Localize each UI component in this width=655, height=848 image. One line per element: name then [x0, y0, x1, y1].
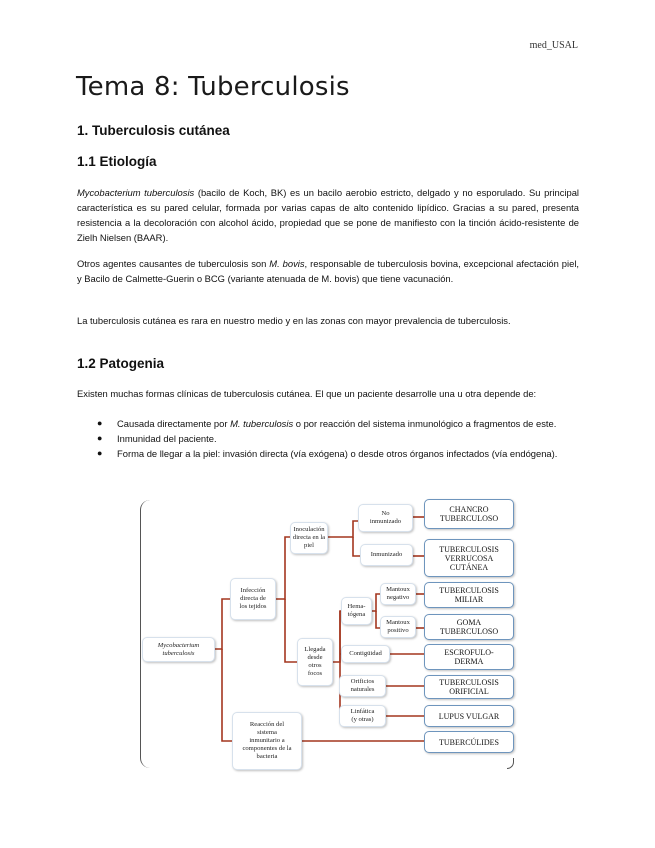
bullet-item: ● Inmunidad del paciente.: [97, 433, 217, 444]
node-mantoux-negativo: Mantoux negativo: [380, 583, 416, 605]
section-heading-1-1: 1.1 Etiología: [77, 154, 157, 169]
result-tuberculides: TUBERCÚLIDES: [424, 731, 514, 753]
node-inmunizado: Inmunizado: [360, 544, 413, 566]
node-no-inmunizado: No inmunizado: [358, 504, 413, 532]
patogenia-paragraph: Existen muchas formas clínicas de tuberculosis cutánea. El que un paciente desarrolle una u otra depende de:: [77, 388, 537, 399]
node-reaccion-inmunitaria: Reacción del sistema inmunitario a componentes de la bacteria: [232, 712, 302, 770]
node-mantoux-positivo: Mantoux positivo: [380, 616, 416, 638]
paragraph-text: Otros agentes causantes de tuberculosis son: [77, 258, 270, 269]
section-heading-1-2: 1.2 Patogenia: [77, 356, 165, 371]
result-goma-tuberculoso: GOMA TUBERCULOSO: [424, 614, 514, 640]
result-tuberculosis-miliar: TUBERCULOSIS MILIAR: [424, 582, 514, 608]
header-tag: med_USAL: [529, 40, 578, 51]
section-heading-1: 1. Tuberculosis cutánea: [77, 123, 230, 138]
node-hematogena: Hema- tógena: [341, 597, 372, 625]
italic-term: Mycobacterium tuberculosis: [77, 187, 195, 198]
result-escrofuloderma: ESCROFULO- DERMA: [424, 644, 514, 670]
bullet-item: ● Forma de llegar a la piel: invasión directa (vía exógena) o desde otros órganos infectados (vía endógena).: [97, 448, 558, 459]
node-infeccion-directa: Infección directa de los tejidos: [230, 578, 276, 620]
result-chancro-tuberculoso: CHANCRO TUBERCULOSO: [424, 499, 514, 529]
bullet-icon: ●: [97, 433, 103, 443]
result-tuberculosis-orificial: TUBERCULOSIS ORIFICIAL: [424, 675, 514, 699]
etiologia-paragraph-2: [77, 256, 579, 286]
node-contiguidad: Contigüidad: [341, 645, 390, 663]
node-linfatica: Linfática (y otras): [339, 705, 386, 727]
bullet-icon: ●: [97, 448, 103, 458]
bullet-item: ● Causada directamente por M. tuberculosis o por reacción del sistema inmunológico a fragmentos de este.: [97, 418, 557, 429]
node-orificios-naturales: Orificios naturales: [339, 675, 386, 697]
result-tuberculosis-verrucosa: TUBERCULOSIS VERRUCOSA CUTÁNEA: [424, 539, 514, 577]
node-root-mycobacterium: Mycobacterium tuberculosis: [142, 637, 215, 662]
etiologia-paragraph-3: La tuberculosis cutánea es rara en nuestro medio y en las zonas con mayor prevalencia de tuberculosis.: [77, 315, 511, 326]
etiologia-paragraph-1: [77, 185, 579, 245]
italic-term: M. bovis: [269, 258, 305, 269]
node-inoculacion-directa: Inoculación directa en la piel: [290, 522, 328, 554]
pathogenesis-diagram: [140, 494, 520, 774]
paragraph-text: , responsable de tuberculosis bovina, excepcional afectación piel, y Bacilo de Calmette-Guerin o BCG (variante atenuada de M. bovis) que tiene vacunación.: [77, 258, 580, 284]
page-title: Tema 8: Tuberculosis: [76, 72, 350, 102]
node-llegada-otros-focos: Llegada desde otros focos: [297, 638, 333, 686]
result-lupus-vulgar: LUPUS VULGAR: [424, 705, 514, 727]
paragraph-text: (bacilo de Koch, BK) es un bacilo aerobio estricto, delgado y no esporulado. Su principal característica es su pared celular, formada por varias capas de alto contenido lipídico. Gracias a su pared, presenta resistencia a la decoloración con alcohol ácido, propiedad que se pone de manifiesto con la tinción ácido-resistente de Zielh Nielsen (BAAR).: [77, 187, 579, 243]
bullet-icon: ●: [97, 418, 103, 428]
